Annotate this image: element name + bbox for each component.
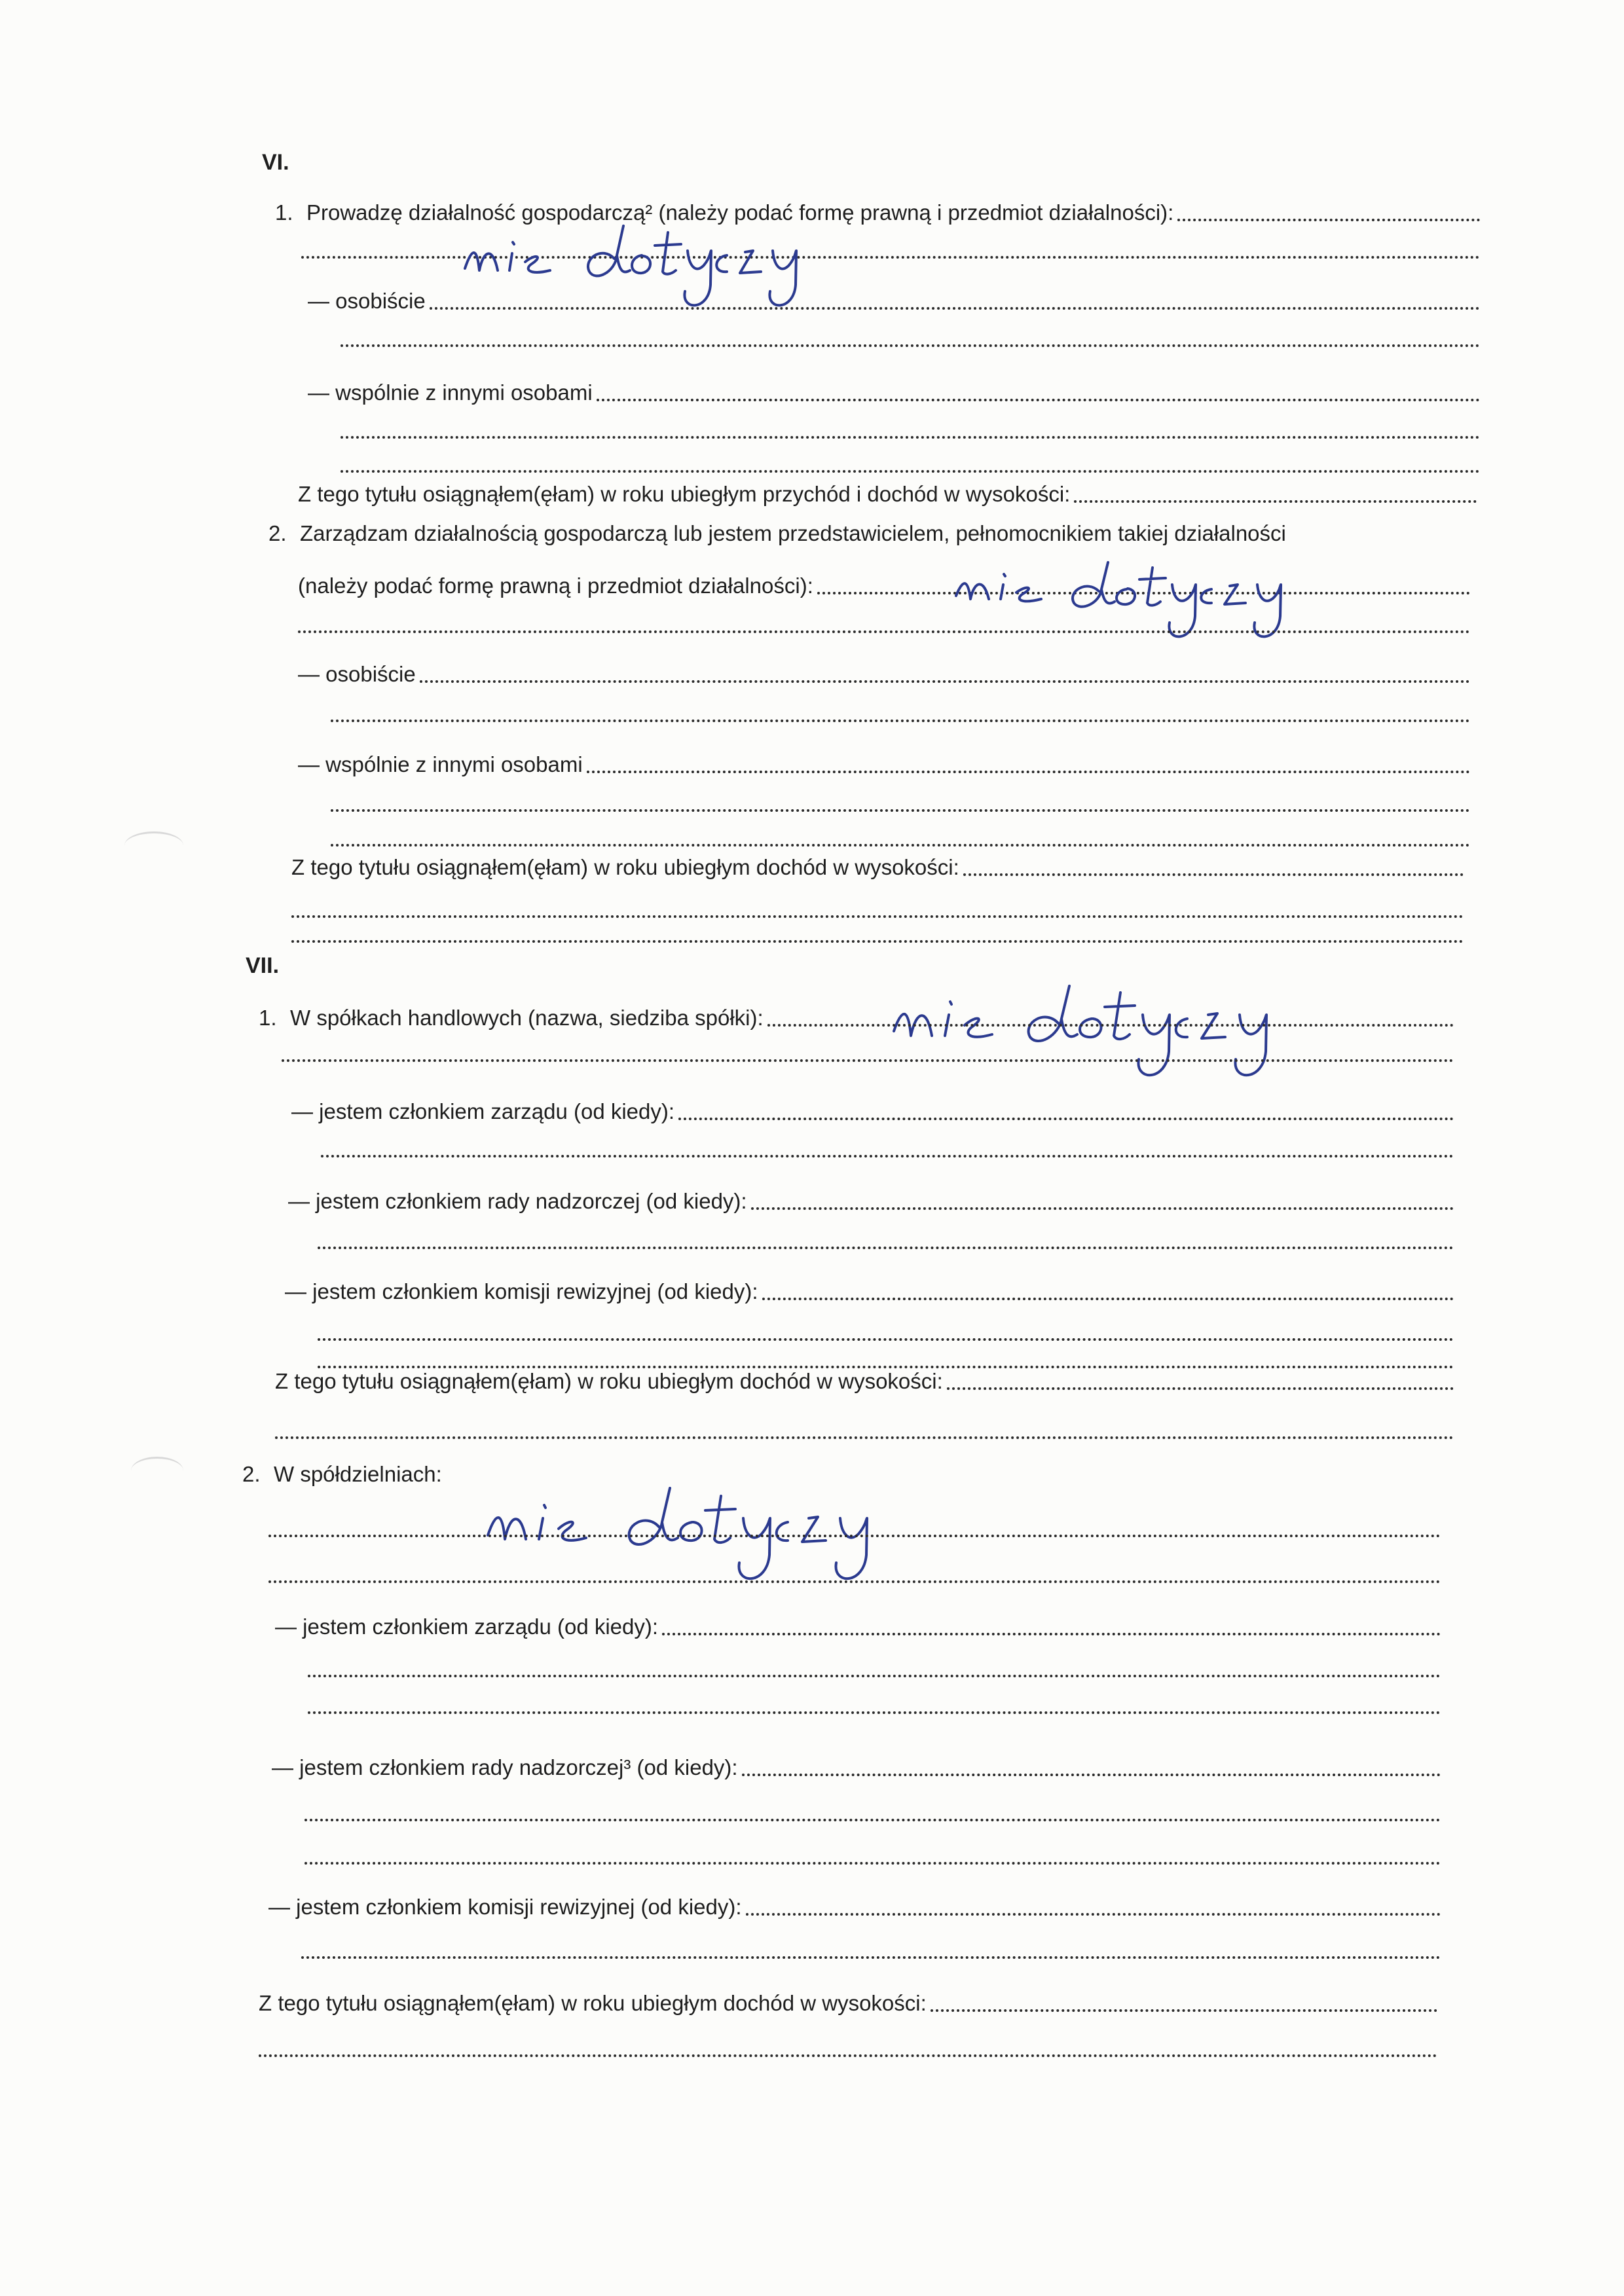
fill-line[interactable] (304, 1858, 1441, 1865)
fill-line[interactable] (751, 1203, 1454, 1210)
vi-1-personally (308, 288, 1480, 314)
handwriting-nie-dotyczy (943, 560, 1310, 651)
fill-line[interactable] (275, 1432, 1454, 1439)
vii-1-board-label: — jestem członkiem zarządu (od kiedy): (291, 1099, 675, 1123)
vi-2-personally-label: — osobiście (298, 662, 416, 686)
fill-line[interactable] (746, 1909, 1441, 1916)
fill-line[interactable] (963, 869, 1464, 876)
vi-2-text-line2: (należy podać formę prawną i przedmiot działalności): (298, 574, 813, 598)
vi-2-personally (298, 661, 1470, 687)
vii-1-supervisory (288, 1188, 1454, 1214)
vii-2-board (275, 1614, 1441, 1640)
scan-smudge (131, 1457, 183, 1485)
vi-2-jointly-label: — wspólnie z innymi osobami (298, 752, 583, 776)
fill-line[interactable] (678, 1114, 1454, 1120)
section-vii-heading: VII. (246, 953, 280, 978)
vii-2-audit (268, 1894, 1441, 1920)
vi-1-income-label: Z tego tytułu osiągnąłem(ęłam) w roku ubiegłym przychód i dochód w wysokości: (298, 482, 1071, 506)
vii-1-question (259, 1005, 1454, 1031)
fill-line[interactable] (742, 1770, 1441, 1776)
fill-line[interactable] (291, 936, 1464, 943)
fill-line[interactable] (762, 1294, 1454, 1300)
vii-1-number: 1. (259, 1006, 277, 1030)
vii-2-board-label: — jestem członkiem zarządu (od kiedy): (275, 1614, 659, 1639)
section-vi-heading: VI. (262, 150, 289, 175)
fill-line[interactable] (259, 2050, 1437, 2057)
vii-1-text: W spółkach handlowych (nazwa, siedziba spółki): (290, 1006, 764, 1030)
fill-line[interactable] (331, 805, 1470, 812)
fill-line[interactable] (1177, 215, 1480, 221)
fill-line[interactable] (331, 840, 1470, 847)
vi-2-income (291, 854, 1464, 881)
vi-2-question-line1 (268, 520, 1473, 547)
fill-line[interactable] (597, 395, 1480, 401)
fill-line[interactable] (662, 1629, 1441, 1635)
fill-line[interactable] (947, 1383, 1454, 1390)
fill-line[interactable] (308, 1707, 1441, 1714)
fill-line[interactable] (318, 1362, 1454, 1368)
vii-2-supervisory-label: — jestem członkiem rady nadzorczej³ (od kiedy): (272, 1755, 738, 1779)
fill-line[interactable] (1074, 496, 1477, 503)
fill-line[interactable] (321, 1151, 1454, 1157)
fill-line[interactable] (308, 1671, 1441, 1677)
vii-1-supervisory-label: — jestem członkiem rady nadzorczej (od kiedy): (288, 1189, 747, 1213)
fill-line[interactable] (268, 1531, 1441, 1537)
vii-1-board (291, 1099, 1454, 1125)
fill-line[interactable] (767, 1020, 1454, 1027)
vi-2-jointly (298, 752, 1470, 778)
fill-line[interactable] (430, 303, 1480, 310)
vi-1-personally-label: — osobiście (308, 289, 426, 313)
fill-line[interactable] (282, 1055, 1454, 1062)
vii-1-audit-label: — jestem członkiem komisji rewizyjnej (od kiedy): (285, 1279, 758, 1303)
fill-line[interactable] (331, 716, 1470, 722)
fill-line[interactable] (420, 676, 1470, 683)
fill-line[interactable] (318, 1334, 1454, 1341)
handwriting-nie-dotyczy (881, 982, 1287, 1093)
vii-2-number: 2. (242, 1462, 261, 1486)
fill-line[interactable] (304, 1815, 1441, 1821)
vii-2-income-label: Z tego tytułu osiągnąłem(ęłam) w roku ubiegłym dochód w wysokości: (259, 1991, 927, 2015)
fill-line[interactable] (341, 340, 1480, 347)
vi-2-text-line1: Zarządzam działalnością gospodarczą lub jestem przedstawicielem, pełnomocnikiem takiej działalności (300, 521, 1286, 545)
vii-2-supervisory (272, 1755, 1441, 1781)
vii-2-income (259, 1990, 1437, 2016)
vi-1-text: Prowadzę działalność gospodarczą² (należy podać formę prawną i przedmiot działalności): (306, 200, 1174, 225)
vi-2-income-label: Z tego tytułu osiągnąłem(ęłam) w roku ubiegłym dochód w wysokości: (291, 855, 959, 879)
vii-2-audit-label: — jestem członkiem komisji rewizyjnej (od kiedy): (268, 1895, 742, 1919)
vi-2-number: 2. (268, 521, 287, 545)
fill-line[interactable] (291, 911, 1464, 918)
vi-1-jointly-label: — wspólnie z innymi osobami (308, 380, 593, 405)
vii-1-income-label: Z tego tytułu osiągnąłem(ęłam) w roku ubiegłym dochód w wysokości: (275, 1369, 943, 1393)
fill-line[interactable] (301, 1952, 1441, 1959)
vii-2-text: W spółdzielniach: (274, 1462, 442, 1486)
vi-1-income (298, 481, 1477, 507)
vi-1-number: 1. (275, 200, 293, 225)
fill-line[interactable] (931, 2005, 1437, 2012)
fill-line[interactable] (587, 767, 1470, 773)
fill-line[interactable] (341, 432, 1480, 439)
fill-line[interactable] (341, 466, 1480, 473)
scan-smudge (124, 831, 183, 860)
fill-line[interactable] (318, 1243, 1454, 1249)
vii-1-income (275, 1368, 1454, 1394)
fill-line[interactable] (268, 1576, 1441, 1583)
vii-1-audit (285, 1279, 1454, 1305)
fill-line[interactable] (298, 627, 1470, 633)
vi-1-jointly (308, 380, 1480, 406)
